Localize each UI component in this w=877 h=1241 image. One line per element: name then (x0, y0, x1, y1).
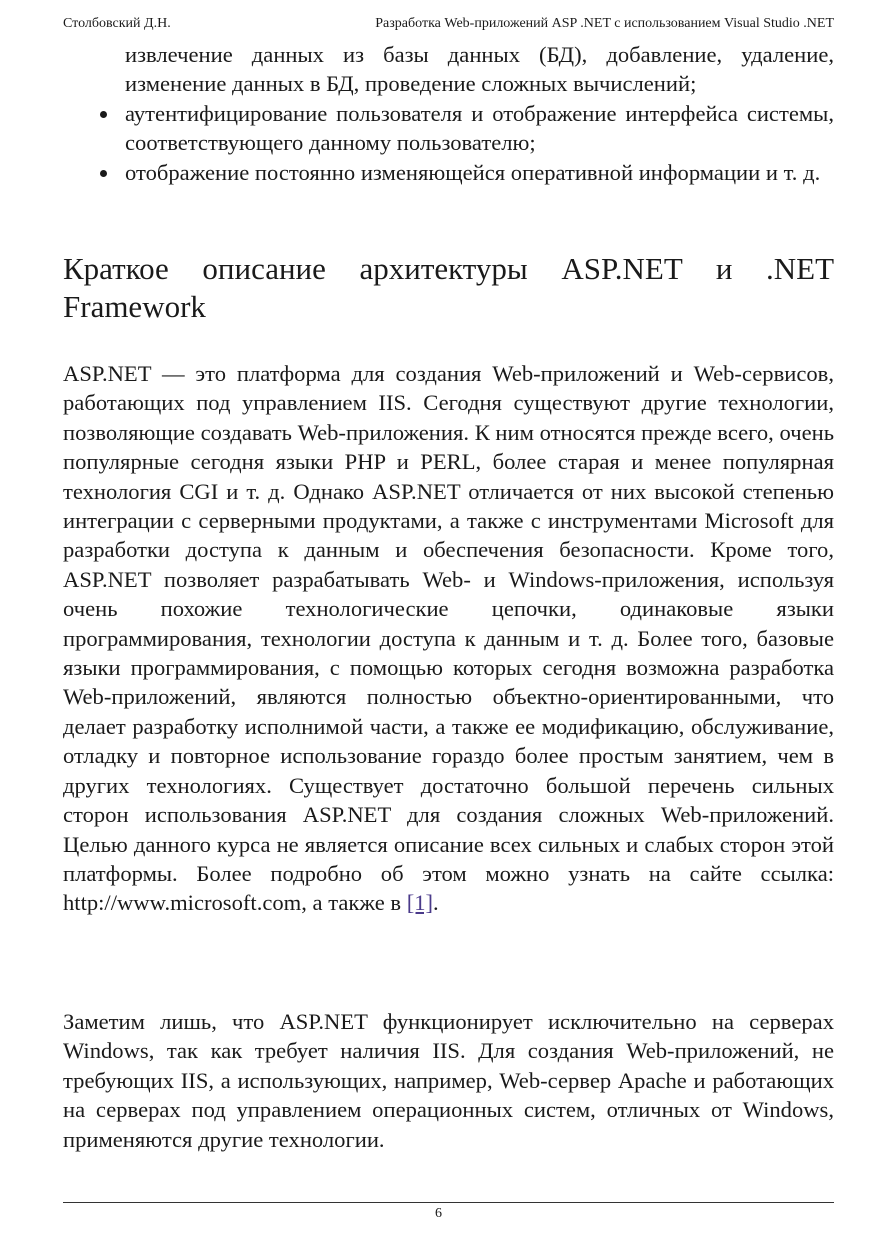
header-title: Разработка Web-приложений ASP .NET с использованием Visual Studio .NET (375, 16, 834, 31)
reference-link[interactable]: [1] (406, 890, 434, 916)
bullet-list (63, 40, 834, 187)
paragraph-asp-net-overview (63, 359, 834, 918)
bullet-item (63, 99, 834, 158)
header-author: Столбовский Д.Н. (63, 16, 171, 31)
bullet-text: извлечение данных из базы данных (БД), добавление, удаление, изменение данных в БД, проведение сложных вычислений; (125, 42, 834, 97)
page-number: 6 (435, 1206, 442, 1221)
paragraph-text: Заметим лишь, что ASP.NET функционирует исключительно на серверах Windows, так как требует наличия IIS. Для создания Web-приложений, не требующих IIS, а использующих, например, Web-сервер Apache и работающих на серверах под управлением операционных систем, отличных от Windows, применяются другие технологии. (63, 1009, 834, 1152)
section-heading: Краткое описание архитектуры ASP.NET и .NET Framework (63, 251, 834, 324)
paragraph-text: ASP.NET — это платформа для создания Web-приложений и Web-сервисов, работающих под управлением IIS. Сегодня существуют другие технологии, позволяющие создавать Web-приложения. К ним относятся прежде всего, очень популярные сегодня языки PHP и PERL, более старая и менее популярная технология CGI и т. д. Однако ASP.NET отличается от них высокой степенью интеграции с серверными продуктами, а также с инструментами Microsoft для разработки доступа к данным и обеспечения безопасности. Кроме того, ASP.NET позволяет разрабатывать Web- и Windows-приложения, используя очень похожие технологические цепочки, одинаковые языки программирования, технологии доступа к данным и т. д. Более того, базовые языки программирования, с помощью которых сегодня возможна разработка Web-приложений, являются полностью объектно-ориентированными, что делает разработку исполнимой части, а также ее модификацию, обслуживание, отладку и повторное использование гораздо более простым занятием, чем в других технологиях. Существует достаточно большой перечень сильных сторон использования ASP.NET для создания сложных Web-приложений. Целью данного курса не является описание всех сильных и слабых сторон этой платформы. Более подробно об этом можно узнать на сайте ссылка: http://www.microsoft.com, а также в (63, 361, 834, 916)
page-header (63, 16, 834, 36)
paragraph-windows-note (63, 1007, 834, 1154)
bullet-dot-icon (100, 170, 107, 177)
bullet-text: отображение постоянно изменяющейся оперативной информации и т. д. (125, 159, 821, 185)
footer-divider (63, 1202, 834, 1203)
bullet-item-continuation (63, 40, 834, 99)
bullet-item (63, 158, 834, 187)
paragraph-end: . (433, 890, 439, 916)
bullet-text: аутентифицирование пользователя и отображение интерфейса системы, соответствующего данному пользователю; (125, 100, 834, 156)
bullet-dot-icon (100, 111, 107, 118)
